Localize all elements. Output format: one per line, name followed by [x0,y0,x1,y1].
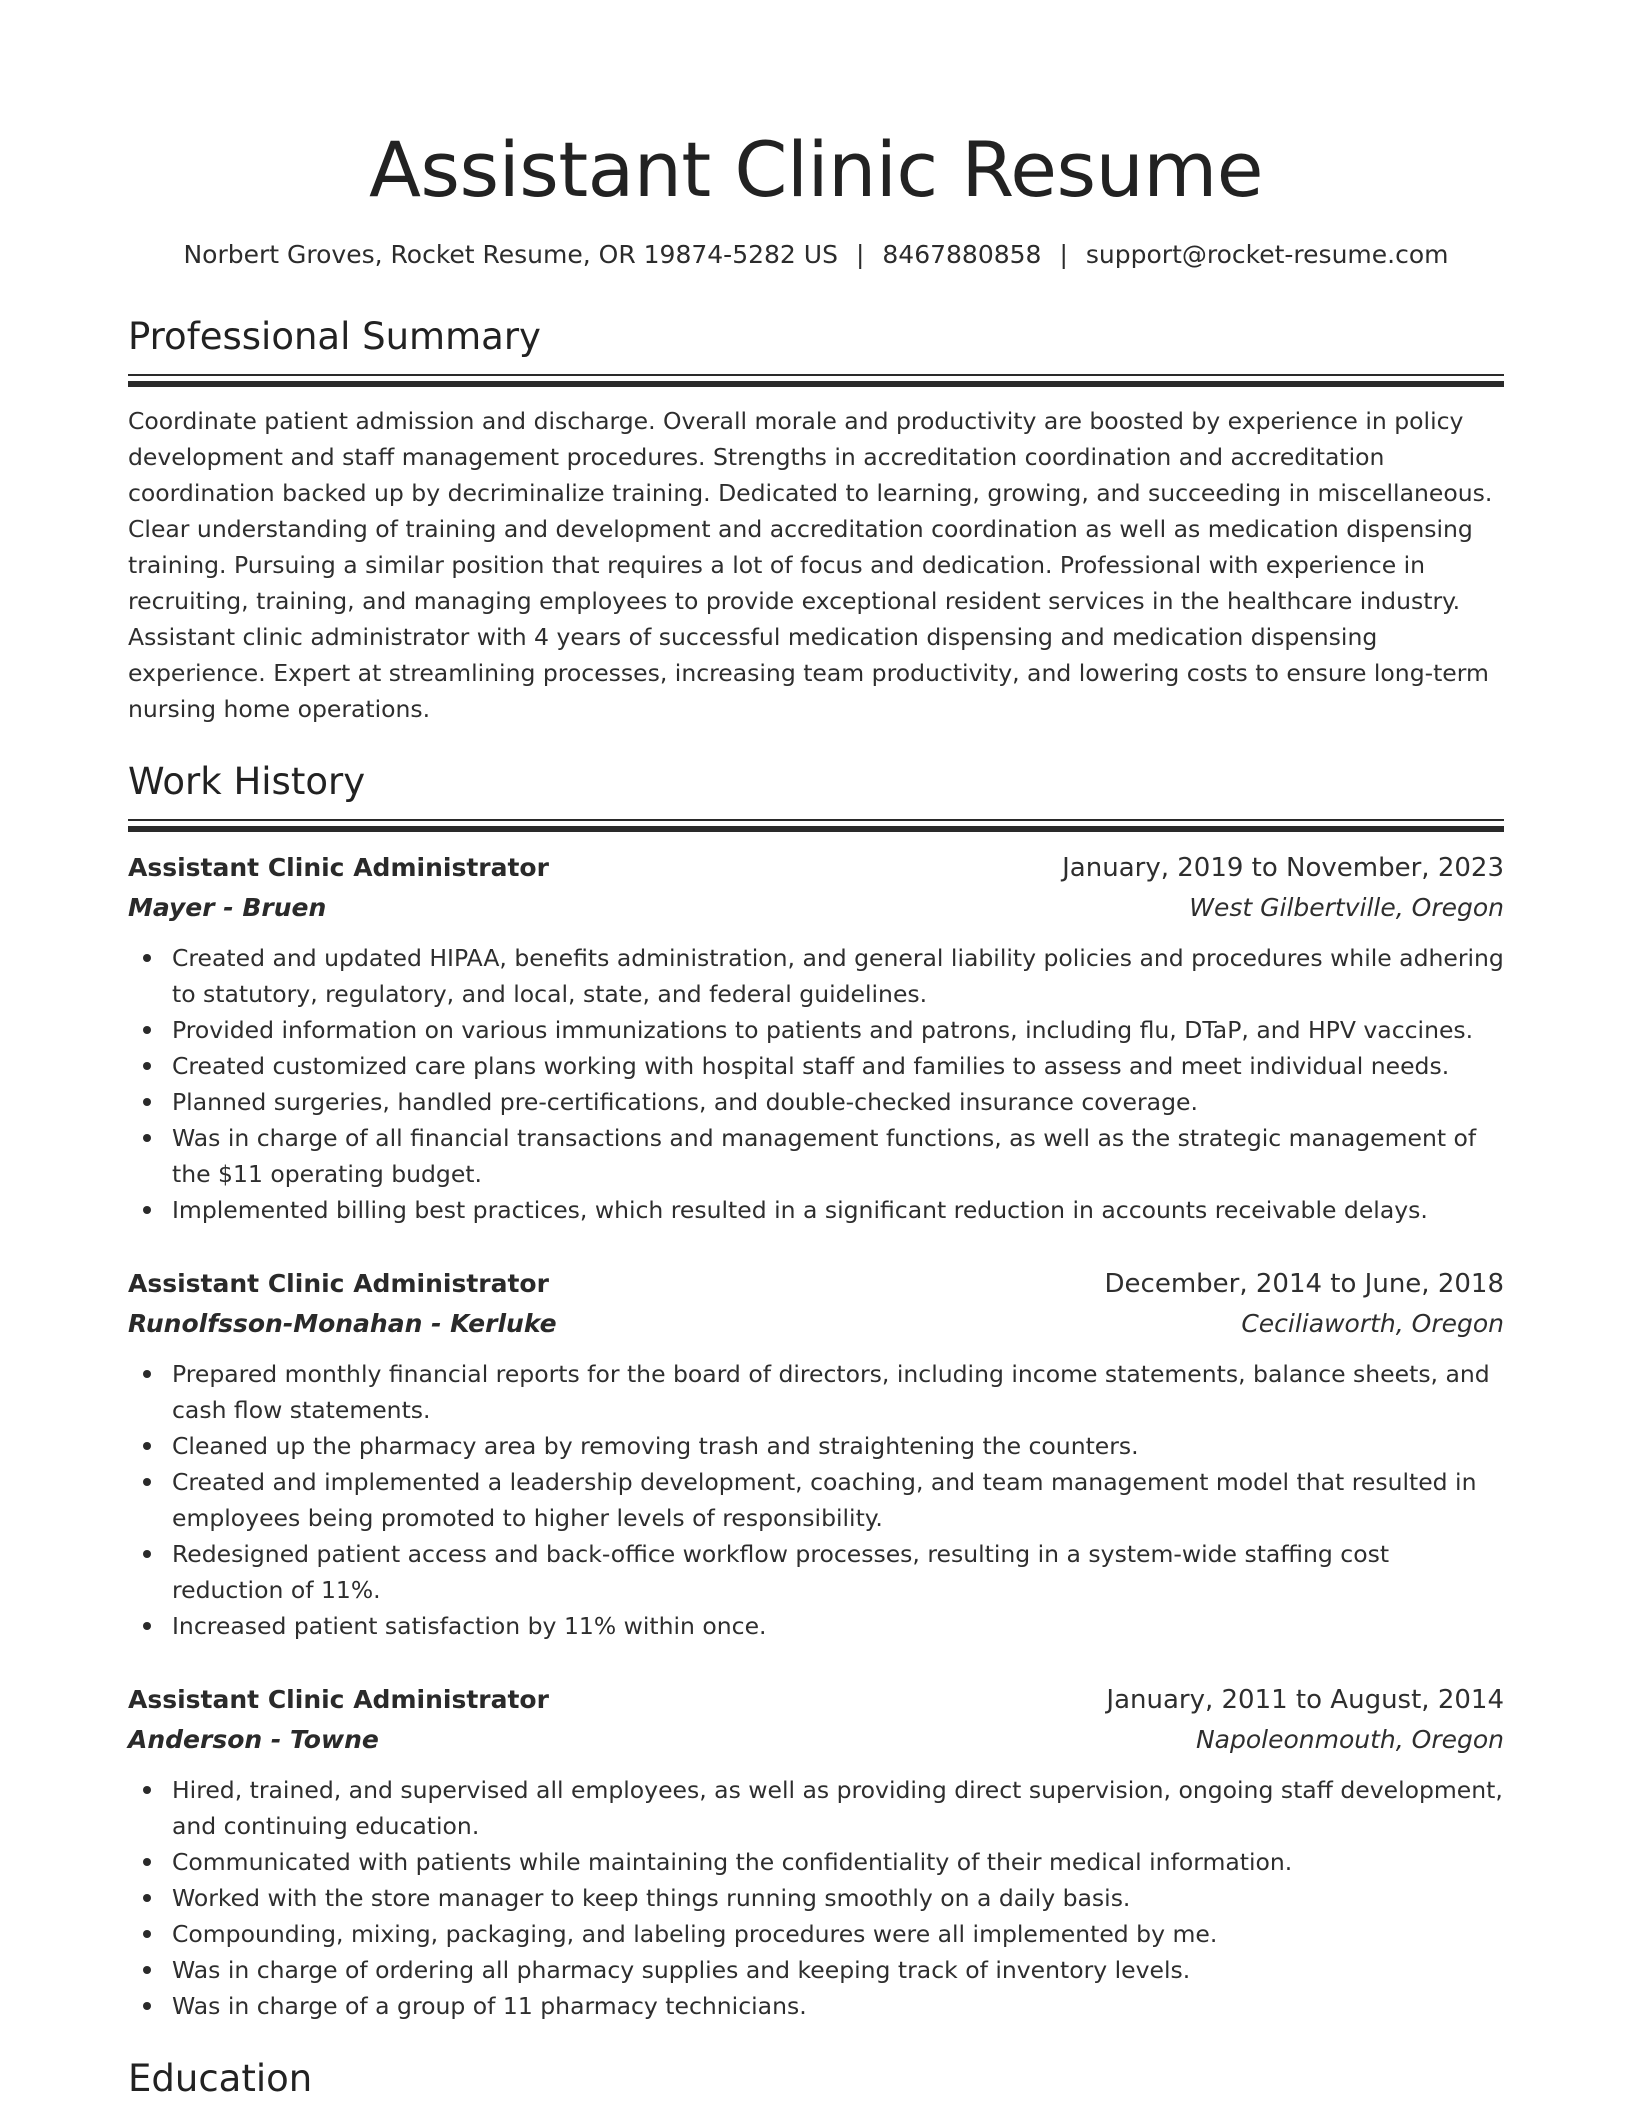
job-entry [128,1264,1504,1644]
page-title: Assistant Clinic Resume [368,125,1264,214]
professional-summary-section [128,312,1504,727]
job-bullets [128,1772,1504,2024]
work-history-section [128,757,1504,2024]
bullet-item: Increased patient satisfaction by 11% within once. [128,1608,1504,1644]
bullet-item: Planned surgeries, handled pre-certifications, and double-checked insurance coverage. [128,1084,1504,1120]
section-divider [128,819,1504,821]
bullet-item: Implemented billing best practices, which resulted in a significant reduction in accounts receivable delays. [128,1192,1504,1228]
section-heading: Professional Summary [128,315,541,358]
bullet-item: Was in charge of ordering all pharmacy supplies and keeping track of inventory levels. [128,1952,1504,1988]
bullet-item: Created and implemented a leadership development, coaching, and team management model that resulted in employees being promoted to higher levels of responsibility. [128,1464,1504,1536]
job-title: Assistant Clinic Administrator [128,853,549,882]
bullet-item: Prepared monthly financial reports for the board of directors, including income statements, balance sheets, and cash flow statements. [128,1356,1504,1428]
bullet-item: Provided information on various immunizations to patients and patrons, including flu, DTaP, and HPV vaccines. [128,1012,1504,1048]
bullet-item: Was in charge of all financial transactions and management functions, as well as the strategic management of the $11 operating budget. [128,1120,1504,1192]
job-location: Napoleonmouth, Oregon [1195,1725,1504,1754]
job-dates: January, 2011 to August, 2014 [1106,1685,1504,1715]
bullet-item: Cleaned up the pharmacy area by removing trash and straightening the counters. [128,1428,1504,1464]
job-title: Assistant Clinic Administrator [128,1685,549,1714]
section-divider-thick [128,381,1504,387]
section-divider [128,374,1504,376]
bullet-item: Was in charge of a group of 11 pharmacy technicians. [128,1988,1504,2024]
bullet-item: Redesigned patient access and back-office workflow processes, resulting in a system-wide staffing cost reduction of 11%. [128,1536,1504,1608]
job-dates: December, 2014 to June, 2018 [1104,1269,1504,1299]
job-company: Mayer - Bruen [128,893,327,922]
contact-phone: 8467880858 [882,240,1042,269]
job-bullets [128,1356,1504,1644]
resume-page [128,120,1504,2104]
job-bullets [128,940,1504,1228]
job-title: Assistant Clinic Administrator [128,1269,549,1298]
bullet-item: Communicated with patients while maintaining the confidentiality of their medical information. [128,1844,1504,1880]
section-heading: Work History [128,760,366,803]
contact-line [128,238,1504,272]
bullet-item: Hired, trained, and supervised all employees, as well as providing direct supervision, ongoing staff development, and continuing education. [128,1772,1504,1844]
section-divider-thick [128,826,1504,832]
summary-text: Coordinate patient admission and discharge. Overall morale and productivity are boosted by experience in policy development and staff management procedures. Strengths in accreditation coordination and accreditation coordination backed up by decriminalize training. Dedicated to learning, growing, and succeeding in miscellaneous. Clear understanding of training and development and accreditation coordination as well as medication dispensing training. Pursuing a similar position that requires a lot of focus and dedication. Professional with experience in recruiting, training, and managing employees to provide exceptional resident services in the healthcare industry. Assistant clinic administrator with 4 years of successful medication dispensing and medication dispensing experience. Expert at streamlining processes, increasing team productivity, and lowering costs to ensure long-term nursing home operations. [128,407,1493,723]
job-location: West Gilbertville, Oregon [1189,893,1504,922]
job-entry [128,1680,1504,2024]
job-entry [128,848,1504,1228]
bullet-item: Compounding, mixing, packaging, and labeling procedures were all implemented by me. [128,1916,1504,1952]
contact-separator: | [1059,240,1068,269]
job-dates: January, 2019 to November, 2023 [1062,853,1504,883]
education-section [128,2054,1504,2104]
contact-email: support@rocket-resume.com [1085,240,1449,269]
contact-address: Norbert Groves, Rocket Resume, OR 19874-5282 US [183,240,838,269]
contact-separator: | [855,240,865,269]
job-company: Anderson - Towne [128,1725,379,1754]
bullet-item: Worked with the store manager to keep things running smoothly on a daily basis. [128,1880,1504,1916]
bullet-item: Created and updated HIPAA, benefits administration, and general liability policies and procedures while adhering to statutory, regulatory, and local, state, and federal guidelines. [128,940,1504,1012]
bullet-item: Created customized care plans working with hospital staff and families to assess and meet individual needs. [128,1048,1504,1084]
job-company: Runolfsson-Monahan - Kerluke [128,1309,557,1338]
job-location: Ceciliaworth, Oregon [1241,1309,1504,1338]
section-heading: Education [128,2057,313,2100]
